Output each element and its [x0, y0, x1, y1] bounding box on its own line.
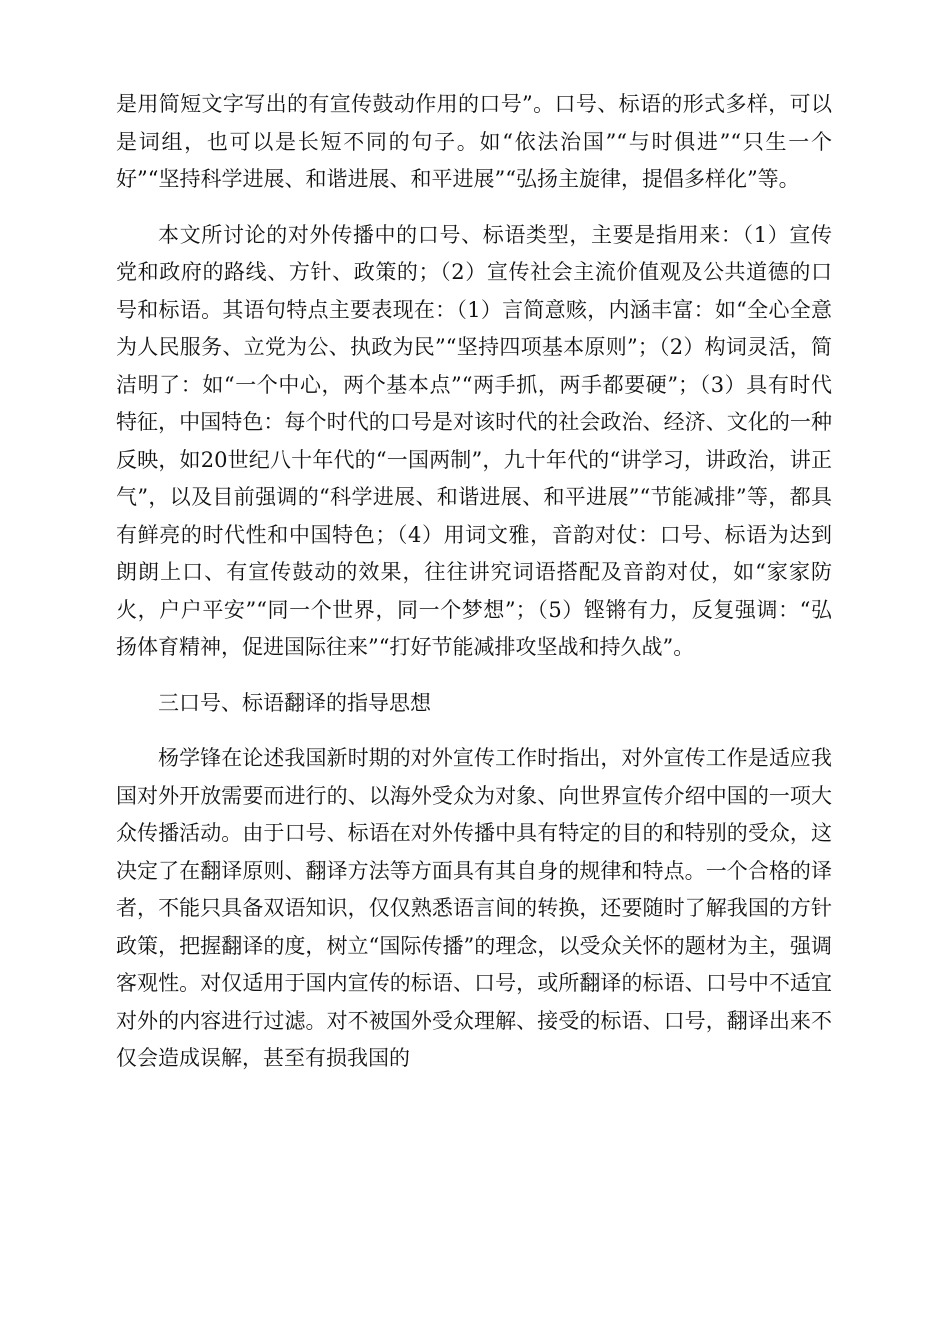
paragraph-slogan-types: 本文所讨论的对外传播中的口号、标语类型，主要是指用来：（1）宣传党和政府的路线、方针、政策的；（2）宣传社会主流价值观及公共道德的口号和标语。其语句特点主要表现在：（1）言简意赅，内涵丰富：如“全心全意为人民服务、立党为公、执政为民”“坚持四项基本原则”；（2）构词灵活，简洁明了：如“一个中心，两个基本点”“两手抓，两手都要硬”；（3）具有时代特征，中国特色：每个时代的口号是对该时代的社会政治、经济、文化的一种反映，如20世纪八十年代的“一国两制”，九十年代的“讲学习，讲政治，讲正气”，以及目前强调的“科学进展、和谐进展、和平进展”“节能减排”等，都具有鲜亮的时代性和中国特色；（4）用词文雅，音韵对仗：口号、标语为达到朗朗上口、有宣传鼓动的效果，往往讲究词语搭配及音韵对仗，如“家家防火，户户平安”“同一个世界，同一个梦想”；（5）铿锵有力，反复强调：“弘扬体育精神，促进国际往来”“打好节能减排攻坚战和持久战”。	[116, 222, 832, 659]
document-page	[116, 86, 832, 1096]
section-heading: 三口号、标语翻译的指导思想	[158, 690, 431, 715]
paragraph-slogan-definition: 是用简短文字写出的有宣传鼓动作用的口号”。口号、标语的形式多样，可以是词组，也可以是长短不同的句子。如“依法治国”“与时俱进”“只生一个好”“坚持科学进展、和谐进展、和平进展”“弘扬主旋律，提倡多样化”等。	[116, 92, 832, 191]
paragraph-translation-guidance: 杨学锋在论述我国新时期的对外宣传工作时指出，对外宣传工作是适应我国对外开放需要而进行的、以海外受众为对象、向世界宣传介绍中国的一项大众传播活动。由于口号、标语在对外传播中具有特定的目的和特别的受众，这决定了在翻译原则、翻译方法等方面具有其自身的规律和特点。一个合格的译者，不能只具备双语知识，仅仅熟悉语言间的转换，还要随时了解我国的方针政策，把握翻译的度，树立“国际传播”的理念，以受众关怀的题材为主，强调客观性。对仅适用于国内宣传的标语、口号，或所翻译的标语、口号中不适宜对外的内容进行过滤。对不被国外受众理解、接受的标语、口号，翻译出来不仅会造成误解，甚至有损我国的	[116, 746, 832, 1070]
